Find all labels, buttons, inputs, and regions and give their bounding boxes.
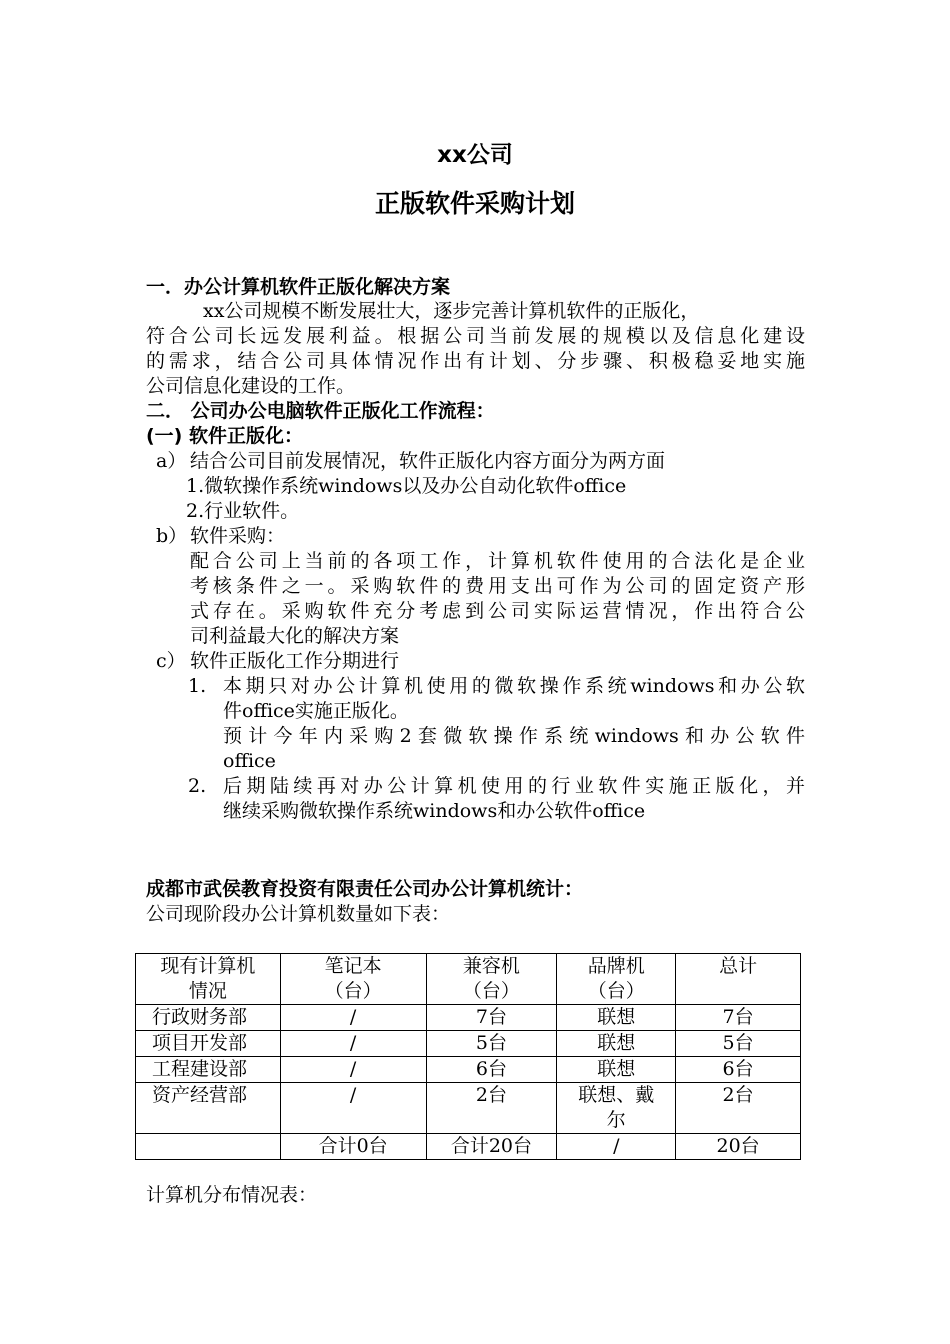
table-total-row bbox=[136, 1134, 801, 1160]
section1-para-line: 符合公司长远发展利益。根据公司当前发展的规模以及信息化建设 bbox=[146, 325, 805, 347]
table-cell: 行政财务部 bbox=[136, 1005, 281, 1031]
item-a-subitem: 1.微软操作系统windows以及办公自动化软件office bbox=[186, 475, 627, 497]
table-cell: 合计20台 bbox=[426, 1134, 557, 1160]
table-cell: 7台 bbox=[676, 1005, 801, 1031]
item-c1-line: office bbox=[223, 750, 276, 772]
item-b-label: b） bbox=[156, 525, 188, 547]
table-cell: 联想 bbox=[557, 1057, 676, 1083]
table-row bbox=[136, 1031, 801, 1057]
item-b-para-line: 配合公司上当前的各项工作，计算机软件使用的合法化是企业 bbox=[190, 550, 805, 572]
computer-stats-table bbox=[135, 953, 801, 1160]
table-header-row bbox=[136, 954, 801, 1005]
table-cell: 联想 bbox=[557, 1031, 676, 1057]
table-cell: 6台 bbox=[426, 1057, 557, 1083]
table-cell: 7台 bbox=[426, 1005, 557, 1031]
item-c1-line: 预计今年内采购2套微软操作系统windows和办公软件 bbox=[223, 725, 805, 747]
table-header-cell: 总计 bbox=[676, 954, 801, 1005]
table-cell: 2台 bbox=[426, 1083, 557, 1134]
table-cell: 6台 bbox=[676, 1057, 801, 1083]
table-cell: 5台 bbox=[676, 1031, 801, 1057]
section1-heading: 一．办公计算机软件正版化解决方案 bbox=[146, 276, 451, 298]
table-cell: 资产经营部 bbox=[136, 1083, 281, 1134]
item-c2-line: 后期陆续再对办公计算机使用的行业软件实施正版化，并 bbox=[223, 775, 805, 797]
item-a-subitem: 2.行业软件。 bbox=[186, 500, 300, 522]
table-row bbox=[136, 1083, 801, 1134]
item-a-label: a） bbox=[156, 450, 187, 472]
table-cell: 项目开发部 bbox=[136, 1031, 281, 1057]
item-c-label: c） bbox=[156, 650, 186, 672]
table-cell: 2台 bbox=[676, 1083, 801, 1134]
table-cell: / bbox=[280, 1031, 426, 1057]
distribution-table-caption: 计算机分布情况表： bbox=[146, 1184, 318, 1206]
item-c1-line: 本期只对办公计算机使用的微软操作系统windows和办公软 bbox=[223, 675, 805, 697]
table-cell: 工程建设部 bbox=[136, 1057, 281, 1083]
table-cell: 5台 bbox=[426, 1031, 557, 1057]
table-row bbox=[136, 1057, 801, 1083]
item-b-para-line: 司利益最大化的解决方案 bbox=[190, 625, 400, 647]
section2-heading: 二． 公司办公电脑软件正版化工作流程： bbox=[146, 400, 495, 422]
item-a-text: 结合公司目前发展情况，软件正版化内容方面分为两方面 bbox=[190, 450, 666, 472]
table-header-cell: 现有计算机 情况 bbox=[136, 954, 281, 1005]
table-header-cell: 品牌机 （台） bbox=[557, 954, 676, 1005]
section1-para-line: 的需求，结合公司具体情况作出有计划、分步骤、积极稳妥地实施 bbox=[146, 350, 805, 372]
item-c2-number: 2. bbox=[188, 775, 207, 797]
document-company-title: xx公司 bbox=[437, 142, 513, 168]
table-cell: 合计0台 bbox=[280, 1134, 426, 1160]
item-c2-line: 继续采购微软操作系统windows和办公软件office bbox=[223, 800, 646, 822]
item-c1-line: 件office实施正版化。 bbox=[223, 700, 409, 722]
table-cell: / bbox=[557, 1134, 676, 1160]
table-cell: / bbox=[280, 1005, 426, 1031]
item-b-text: 软件采购： bbox=[190, 525, 286, 547]
document-main-title: 正版软件采购计划 bbox=[374, 189, 575, 218]
item-b-para-line: 式存在。采购软件充分考虑到公司实际运营情况，作出符合公 bbox=[190, 600, 805, 622]
section2-sub-heading: (一) 软件正版化： bbox=[146, 425, 303, 447]
stats-intro: 公司现阶段办公计算机数量如下表： bbox=[146, 903, 451, 925]
section1-para-line: xx公司规模不断发展壮大，逐步完善计算机软件的正版化， bbox=[203, 300, 700, 322]
table-cell: 联想 bbox=[557, 1005, 676, 1031]
table-header-cell: 兼容机 （台） bbox=[426, 954, 557, 1005]
table-cell: / bbox=[280, 1057, 426, 1083]
item-c-text: 软件正版化工作分期进行 bbox=[190, 650, 400, 672]
table-header-cell: 笔记本 （台） bbox=[280, 954, 426, 1005]
table-cell bbox=[136, 1134, 281, 1160]
stats-heading: 成都市武侯教育投资有限责任公司办公计算机统计： bbox=[146, 878, 584, 900]
table-cell: 联想、戴 尔 bbox=[557, 1083, 676, 1134]
item-c1-number: 1. bbox=[188, 675, 207, 697]
table-cell: 20台 bbox=[676, 1134, 801, 1160]
table-row bbox=[136, 1005, 801, 1031]
item-b-para-line: 考核条件之一。采购软件的费用支出可作为公司的固定资产形 bbox=[190, 575, 805, 597]
section1-para-line: 公司信息化建设的工作。 bbox=[146, 375, 356, 397]
table-cell: / bbox=[280, 1083, 426, 1134]
